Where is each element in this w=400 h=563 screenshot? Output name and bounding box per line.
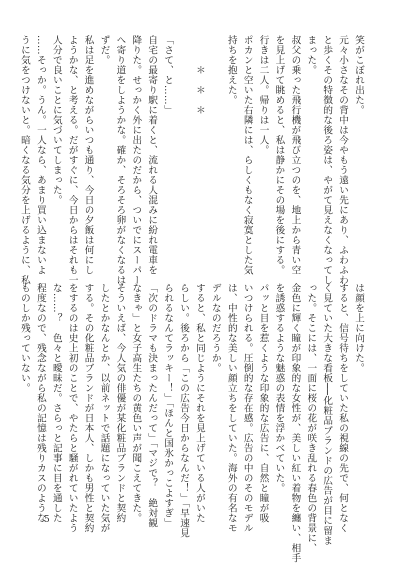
text-block-upper: 笑がこぼれ出た。 元々小さなその背中は今やもう遠い先にあり、ふわふわ と歩くその特徴的な後ろ姿は、やがて見えなくなってし まった。 叔父の乗った飛行機が飛び立つのを、地上から青い空 を見上げて眺めると、私は静かにその場を後にする。 行きは二人。帰りは一人。 ポカンと空いた右隣には、らしくもなく寂寞とした気 持ちを抱えた。 ＊ ＊ ＊ 「さて、と……」 自宅の最寄り駅に着くと、流れる人混みに紛れ電車を 降りた。せっかく外に出たのだから、ついでにスーパー へ寄り道をしようかな。確か、そろそろ卵がなくなるは ずだ。 私は足を進めながらいつも通り、今日の夕飯は何にし ようかな、と考える。だがすぐに、今日からはそれも一 人分で良いことに気づいてしまった。 ……そっか。うん。一人なら、あまり買い込まないよ うに気をつけないと。暗くなる気分を上げるように、私: [18, 35, 364, 285]
text-block-lower: は顔を上に向けた。 すると、信号待ちをしていた私の視線の先で、何となく く見ていた大きな看板──化粧品ブランドの広告が目に留ま った。そこには、一面に桜の花が咲き乱れる春色の背景に、 金色に輝く瞳が印象的な女性が、美しい紅い着物を纏い、相手 を誘惑するような魅惑の表情を浮かべていた。 パッと目を惹くような印象的な広告に、自然と瞳が吸 いつけられる。圧倒的な存在感。広告の中のそのモデル は、中性的な美しい顔立ちをしていた。海外の有名なモ デルなのだろうか。 すると、私と同じようにそれを見上げている人がいた らしい。後ろから「この広告今日からなんだ！」「早速見 られるなんてラッキー！」「ほんと国氷かっこよすぎ」 「次のドラマも決まったんだって」「マジで？ 絶対観 なきゃ」と女子高生たちの黄色い声が聞こえてきた。 そういえば、今人気の俳優が某化粧品ブランドと契約 したとかなんとか、以前ネットで話題になっていた気が する。その化粧品ブランドが日本人、しかも男性と契約 をするのは史上初のことで、やたらと騒がれていたよう な……？ 色々と曖昧だ。さらっと記事に目を通した 程度なので、残念ながら私の記憶は残りカスのような ものしか残っていない。: [18, 283, 364, 563]
page-number: 5: [44, 515, 50, 525]
